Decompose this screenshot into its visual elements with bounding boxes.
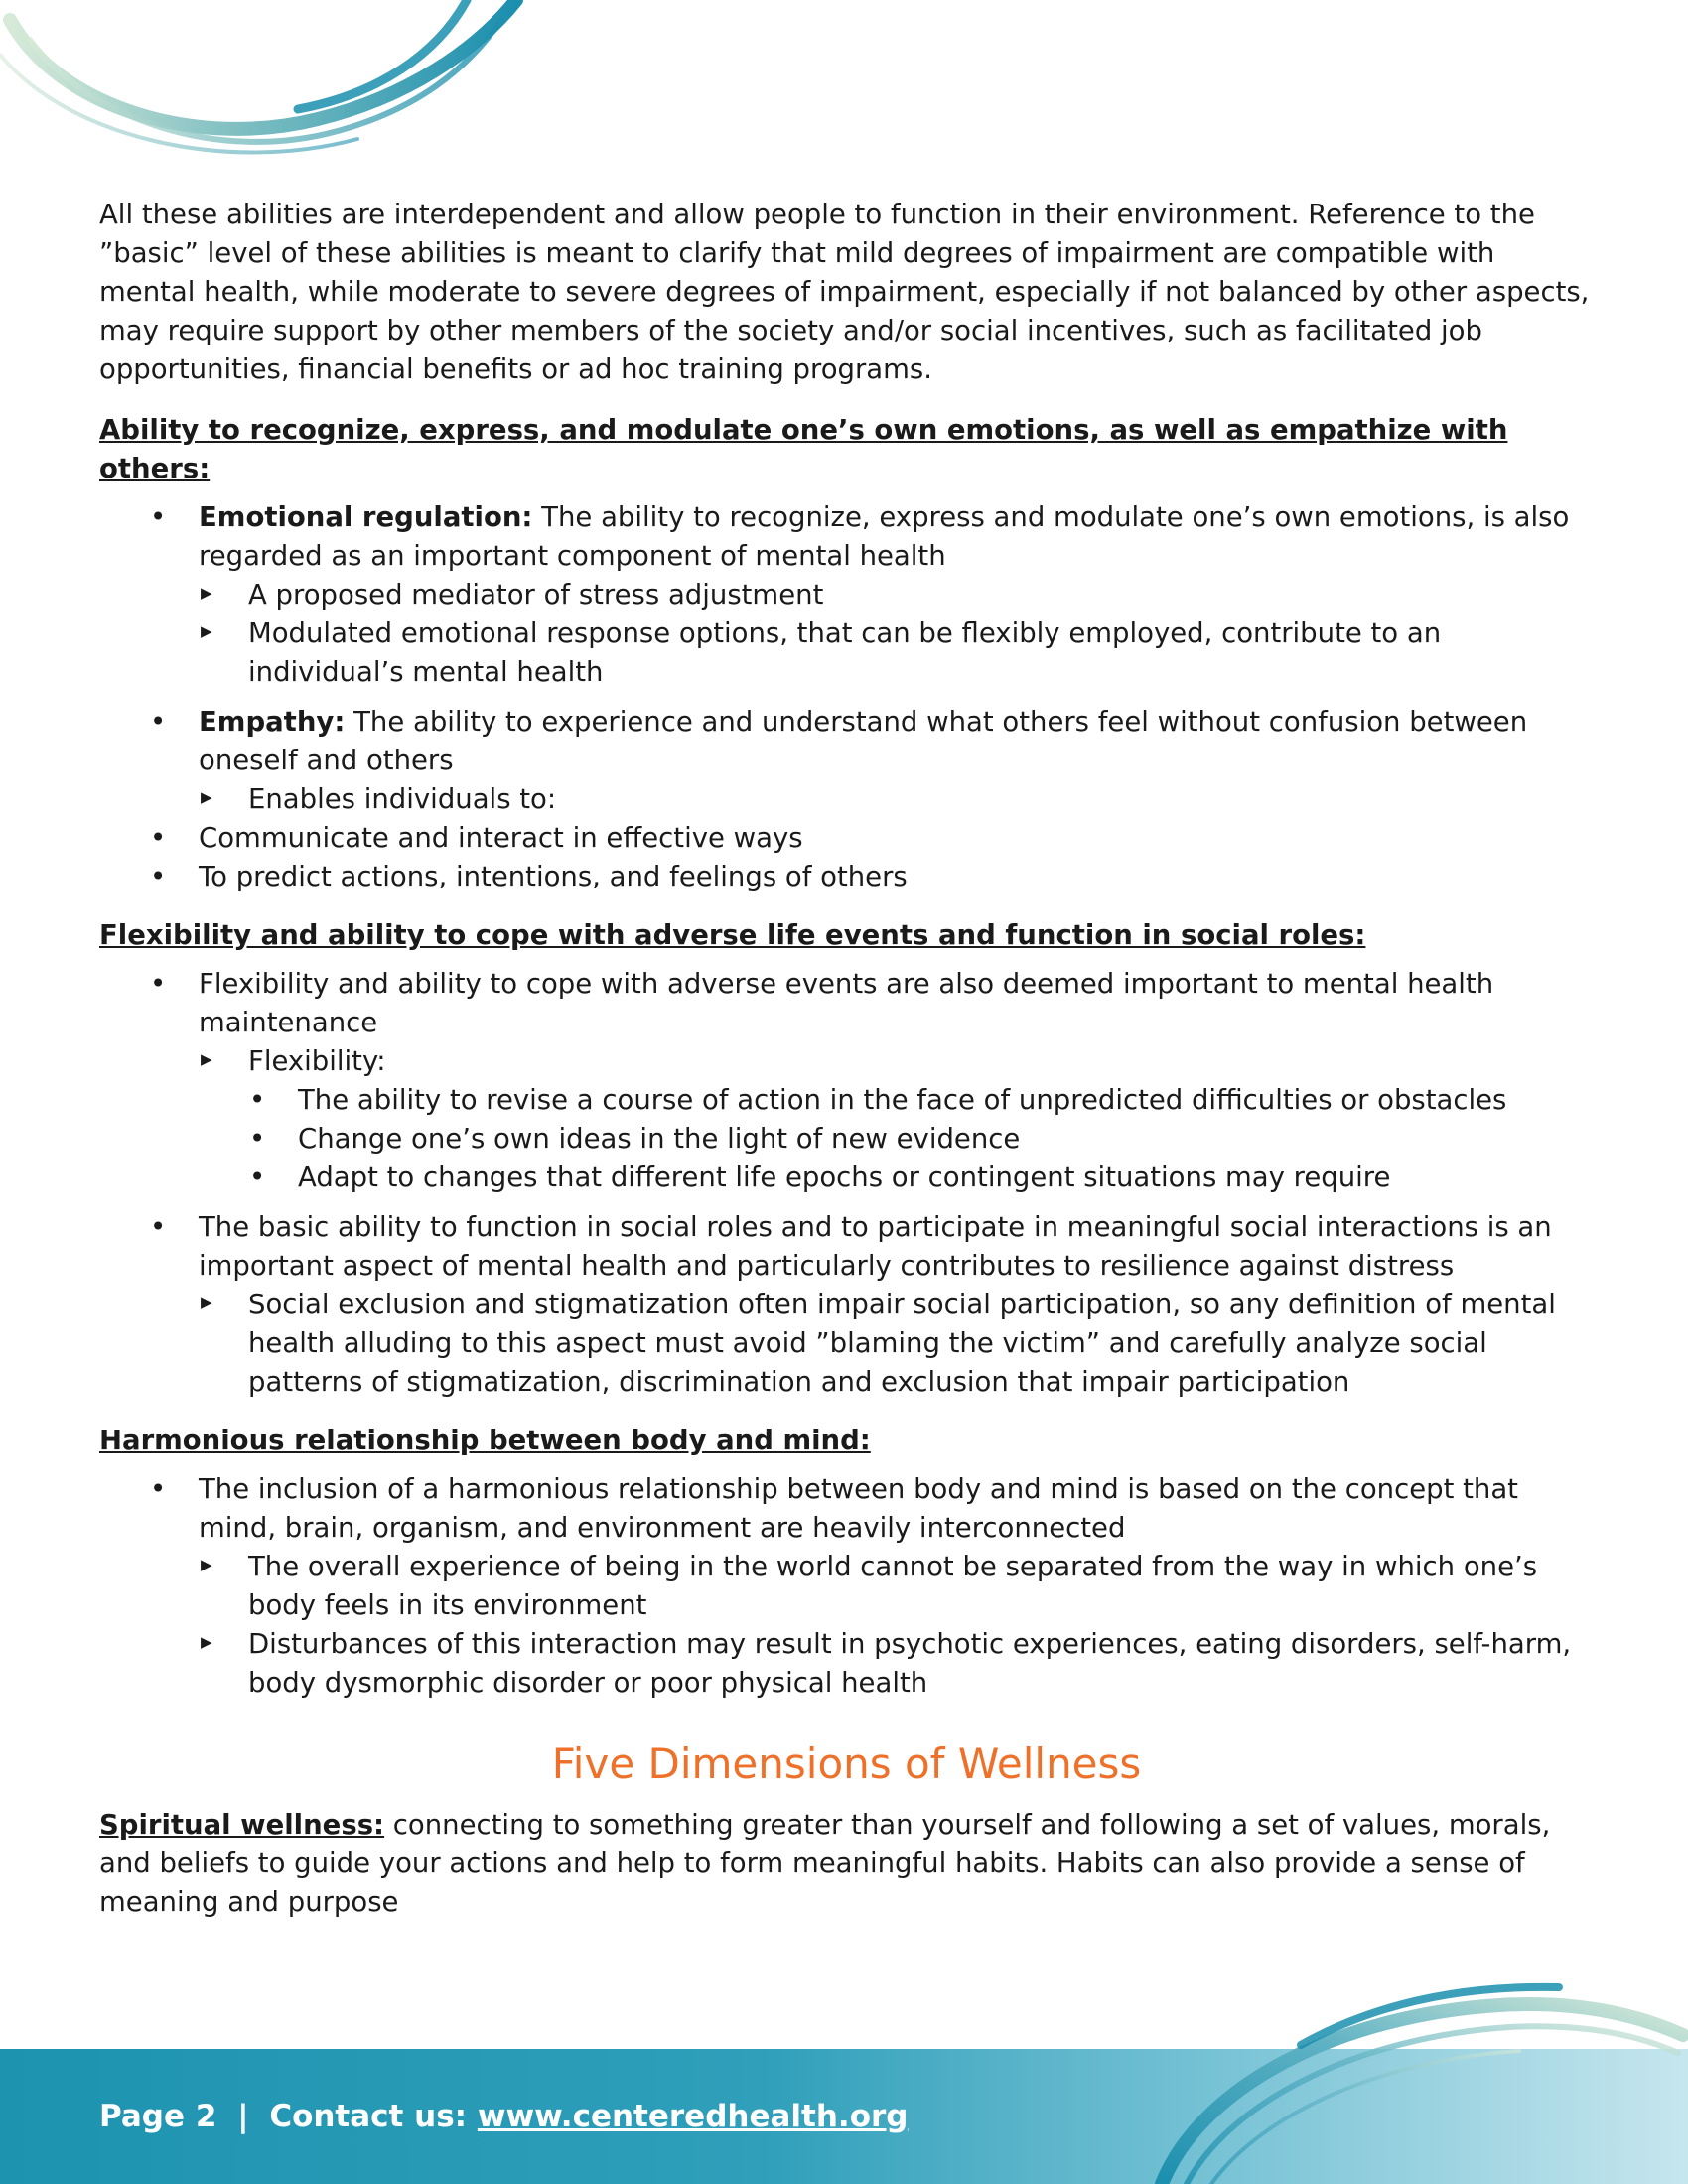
section-title: Five Dimensions of Wellness [551, 1739, 1142, 1788]
sub-item: ▶ Social exclusion and stigmatization often impair social participation, so any definition of mental health alluding to this aspect must avoid ”blaming the victim” and carefully analyze social patterns of stigmatization, discrimination and exclusion that impair participation [199, 1286, 1594, 1402]
intro-paragraph: All these abilities are interdependent and allow people to function in their environment. Reference to the ”basic” level of these abilities is meant to clarify that mild degrees of impairment are compatible with mental health, while moderate to severe degrees of impairment, especially if not balanced by other aspects, may require support by other members of the society and/or social incentives, such as facilitated job opportunities, financial benefits or ad hoc training programs. [99, 199, 1590, 385]
sub-item [199, 1042, 1594, 1197]
section-heading: Flexibility and ability to cope with adverse life events and function in social roles: [99, 919, 1366, 951]
list-item [99, 498, 1594, 692]
sub-list [199, 576, 1594, 692]
spiritual-wellness-paragraph [99, 1806, 1594, 1922]
sub-list [199, 780, 1594, 819]
list-item [99, 965, 1594, 1197]
sub-sub-list [248, 1081, 1594, 1197]
sub-list [199, 1548, 1594, 1703]
bullet-list [99, 1470, 1594, 1703]
sub-sub-item: • Adapt to changes that different life epochs or contingent situations may require [248, 1159, 1594, 1197]
section-emotions [99, 411, 1594, 896]
section-body-mind [99, 1422, 1594, 1703]
spiritual-wellness-text: connecting to something greater than yourself and following a set of values, morals, and beliefs to guide your actions and help to form meaningful habits. Habits can also provide a sense of meaning and purpose [99, 1809, 1551, 1918]
item-text: The ability to experience and understand what others feel without confusion between oneself and others [199, 706, 1528, 776]
spiritual-wellness-label: Spiritual wellness: [99, 1809, 385, 1841]
item-text: Flexibility and ability to cope with adverse events are also deemed important to mental health maintenance [199, 968, 1494, 1038]
list-item: • Communicate and interact in effective ways [99, 819, 1594, 858]
brush-swoosh-decoration [0, 0, 536, 179]
sub-sub-item: • Change one’s own ideas in the light of new evidence [248, 1120, 1594, 1159]
sub-item: ▶ Disturbances of this interaction may result in psychotic experiences, eating disorders, self-harm, body dysmorphic disorder or poor physical health [199, 1625, 1594, 1703]
sub-sub-item: • The ability to revise a course of action in the face of unpredicted difficulties or obstacles [248, 1081, 1594, 1120]
sub-item: ▶ Enables individuals to: [199, 780, 1594, 819]
section-heading: Harmonious relationship between body and mind: [99, 1425, 871, 1456]
item-text: The inclusion of a harmonious relationship between body and mind is based on the concept that mind, brain, organism, and environment are heavily interconnected [199, 1473, 1518, 1544]
list-item [99, 1208, 1594, 1402]
footer-text [99, 2097, 908, 2136]
section-flexibility [99, 916, 1594, 1402]
bullet-list [99, 965, 1594, 1402]
list-item: • To predict actions, intentions, and feelings of others [99, 858, 1594, 896]
page-number: Page 2 [99, 2099, 217, 2134]
sub-item-text: Flexibility: [248, 1045, 386, 1077]
sub-item: ▶ Modulated emotional response options, that can be flexibly employed, contribute to an individual’s mental health [199, 614, 1594, 692]
sub-list [199, 1042, 1594, 1197]
sub-item: ▶ The overall experience of being in the world cannot be separated from the way in which one’s body feels in its environment [199, 1548, 1594, 1625]
item-text: The ability to recognize, express and modulate one’s own emotions, is also regarded as an important component of mental health [199, 501, 1570, 572]
bullet-list [99, 498, 1594, 896]
list-item [99, 703, 1594, 819]
term-label: Emotional regulation: [199, 501, 533, 533]
term-label: Empathy: [199, 706, 346, 738]
section-heading: Ability to recognize, express, and modulate one’s own emotions, as well as empathize with others: [99, 414, 1508, 484]
item-text: The basic ability to function in social roles and to participate in meaningful social interactions is an important aspect of mental health and particularly contributes to resilience against distress [199, 1211, 1552, 1282]
list-item [99, 1470, 1594, 1703]
sub-list [199, 1286, 1594, 1402]
document-body [99, 196, 1594, 1922]
contact-label: Contact us: [269, 2099, 468, 2134]
brush-swoosh-decoration [1142, 1976, 1688, 2184]
sub-item: ▶ A proposed mediator of stress adjustment [199, 576, 1594, 614]
website-link[interactable]: www.centeredhealth.org [477, 2099, 909, 2134]
footer-separator: | [237, 2099, 249, 2134]
